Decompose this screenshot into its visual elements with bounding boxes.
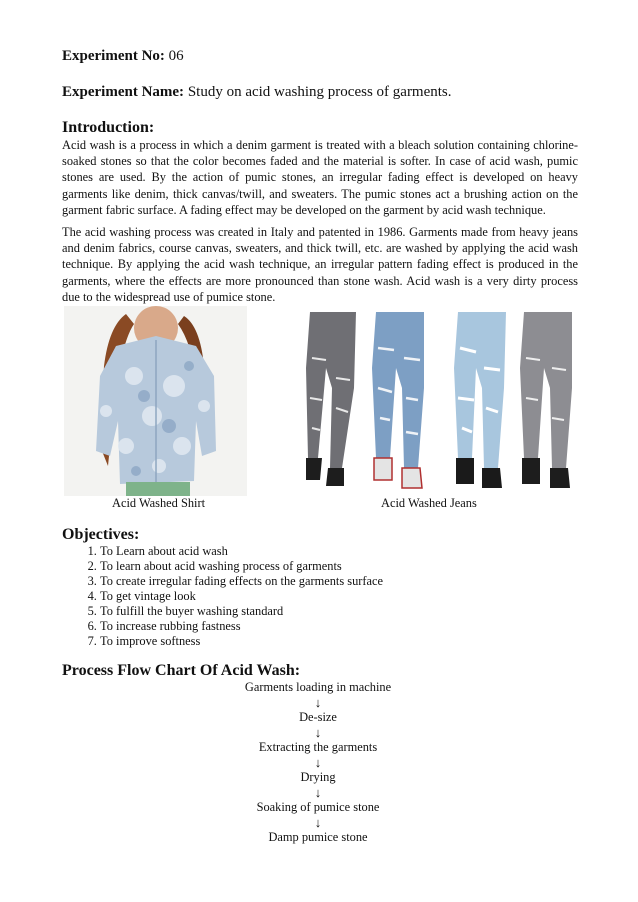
list-item: 6. To increase rubbing fastness (100, 619, 383, 634)
list-item: 1. To Learn about acid wash (100, 544, 383, 559)
flow-arrow-icon: ↓ (314, 725, 322, 740)
flow-arrow-icon: ↓ (314, 815, 322, 830)
flow-arrow-icon: ↓ (314, 695, 322, 710)
introduction-paragraph-2: The acid washing process was created in Italy and patented in 1986. Garments made from heavy jeans and denim fabrics, course canvas, sweaters, and thick twill, etc. are washed by applying the acid wash technique. By applying the acid wash technique, an irregular pattern fading effect is produced in the garments, where the effects are more pronounced than stone wash. Acid wash is a very dirty process due to the widespread use of pumice stone. (62, 225, 578, 304)
flow-arrow-icon: ↓ (314, 755, 322, 770)
flow-arrow-icon: ↓ (314, 785, 322, 800)
jeans-caption: Acid Washed Jeans (381, 496, 477, 510)
flow-step: Soaking of pumice stone (256, 800, 380, 814)
acid-washed-shirt-image (64, 306, 247, 496)
flow-step: De-size (299, 710, 337, 724)
flow-chart-heading: Process Flow Chart Of Acid Wash: (62, 662, 301, 679)
flow-step: Extracting the garments (258, 740, 378, 754)
acid-washed-jeans-image (296, 308, 580, 494)
shirt-caption: Acid Washed Shirt (112, 496, 206, 510)
experiment-no-label: Experiment No: (62, 48, 165, 64)
experiment-no-value: 06 (168, 48, 184, 64)
list-item: 7. To improve softness (100, 634, 383, 649)
experiment-name (62, 84, 452, 101)
experiment-no (62, 48, 184, 65)
flow-step: Drying (300, 770, 336, 784)
introduction-heading: Introduction: (62, 119, 155, 136)
objectives-heading: Objectives: (62, 526, 140, 543)
flow-step: Garments loading in machine (244, 680, 392, 694)
list-item: 2. To learn about acid washing process of garments (100, 559, 383, 574)
list-item: 4. To get vintage look (100, 589, 383, 604)
list-item: 5. To fulfill the buyer washing standard (100, 604, 383, 619)
experiment-name-label: Experiment Name: (62, 84, 185, 100)
experiment-name-value: Study on acid washing process of garments. (187, 84, 452, 100)
flow-step: Damp pumice stone (268, 830, 368, 844)
objectives-list (62, 544, 383, 649)
list-item: 3. To create irregular fading effects on the garments surface (100, 574, 383, 589)
process-flow-chart (190, 680, 446, 845)
introduction-paragraph-1: Acid wash is a process in which a denim garment is treated with a bleach solution containing chlorine-soaked stones so that the color becomes faded and the material is softer. In case of acid wash, pumic stones are used. By the action of pumic stones, an irregular fading effect is developed on heavy garments like denim, thick canvas/twill, and sweaters. The pumic stones act a brushing action on the garment fabric surface. A fading effect may be developed on the garment by acid wash technique. (62, 138, 578, 217)
